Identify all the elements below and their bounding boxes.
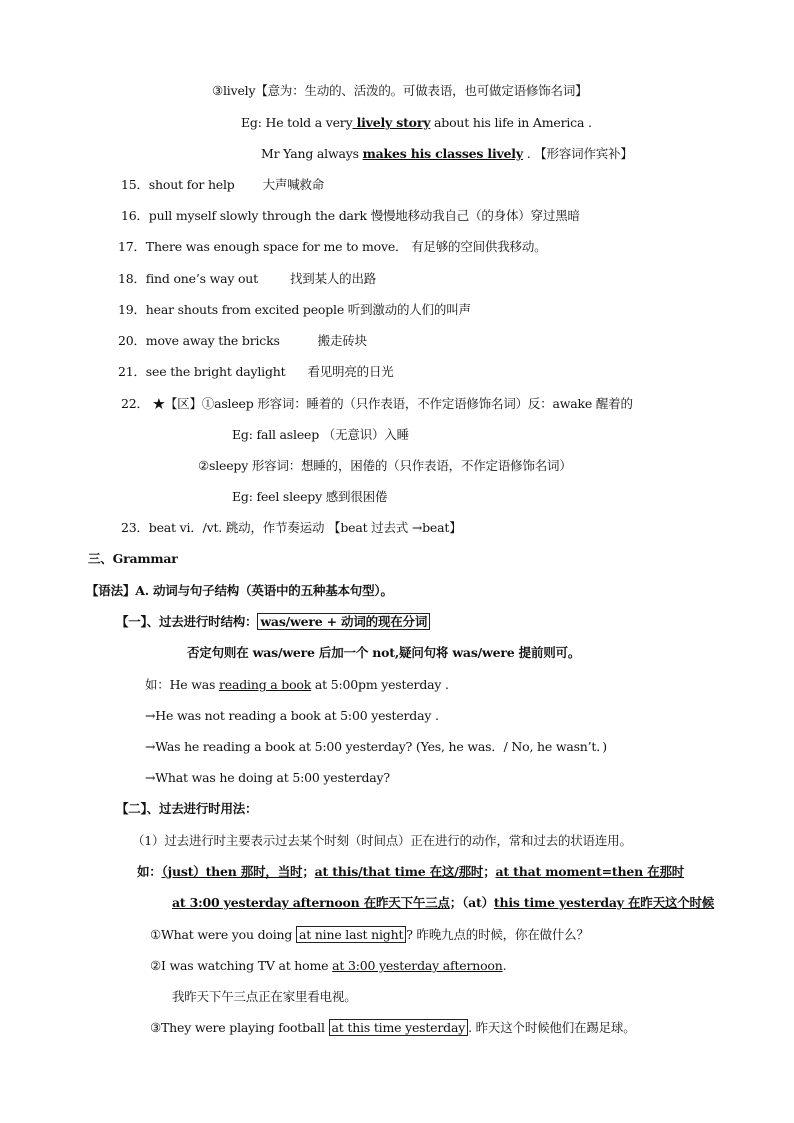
underlined-phrase: reading a book (219, 677, 312, 692)
text: 大声喊救命 (262, 177, 325, 192)
text: 【语法】A. 动词与句子结构（英语中的五种基本句型）。 (86, 583, 393, 598)
list-item-18 (118, 270, 376, 288)
text: 搬走砖块 (317, 333, 367, 348)
text: 【二】、过去进行时用法： (116, 801, 258, 816)
example-line-1 (145, 676, 449, 694)
text: ? 昨晚九点的时候，你在做什么？ (406, 927, 589, 942)
text: 20．move away the bricks (118, 333, 280, 348)
text: . 昨天这个时候他们在踢足球。 (468, 1020, 636, 1035)
text: ①What were you doing (150, 927, 296, 942)
list-item-20 (118, 332, 367, 350)
text: Eg: fall asleep （无意识）入睡 (232, 427, 409, 442)
line-asleep-example (232, 426, 409, 444)
text: ； (302, 864, 315, 879)
text: （1）过去进行时主要表示过去某个时刻（时间点）正在进行的动作，常和过去的状语连用。 (132, 833, 632, 848)
text: 如：He was (145, 677, 220, 692)
text: 三、Grammar (88, 551, 178, 566)
section-heading-grammar (88, 550, 178, 568)
text: ； (483, 864, 496, 879)
usage-heading (116, 800, 257, 818)
usage-rule-1 (132, 832, 632, 850)
underlined-phrase: makes his classes lively (362, 146, 523, 161)
line-sleepy-definition (198, 457, 572, 475)
time-adverbials-line-1 (137, 863, 684, 881)
list-item-15 (121, 176, 324, 194)
underlined-phrase: at this/that time 在这/那时 (314, 864, 484, 879)
boxed-phrase: at nine last night (296, 926, 406, 943)
text: 22． ★【区】①asleep 形容词：睡着的（只作表语，不作定语修饰名词）反：awake 醒着的 (121, 396, 633, 411)
line-negative-rule (187, 644, 580, 662)
text: ②I was watching TV at home (150, 958, 333, 973)
text: 找到某人的出路 (289, 271, 377, 286)
text: →He was not reading a book at 5:00 yesterday . (145, 708, 439, 723)
usage-example-3 (150, 1019, 636, 1037)
text: about his life in America . (430, 115, 592, 130)
line-lively-example-1 (241, 114, 592, 132)
list-item-21 (118, 363, 394, 381)
underlined-phrase: this time yesterday 在昨天这个时候 (493, 895, 715, 910)
boxed-phrase: at this time yesterday (329, 1019, 469, 1036)
example-line-4 (145, 769, 390, 787)
text: . (502, 958, 507, 973)
text: →Was he reading a book at 5:00 yesterday? (Yes, he was．/ No, he wasn’t．) (145, 739, 607, 754)
underlined-phrase: lively story (352, 115, 431, 130)
list-item-16 (121, 207, 580, 225)
text: 15．shout for help (121, 177, 235, 192)
text: 21．see the bright daylight (118, 364, 286, 379)
text: 23．beat vi．/vt. 跳动，作节奏运动 【beat 过去式 →beat】 (121, 520, 462, 535)
underlined-phrase: at 3:00 yesterday afternoon 在昨天下午三点 (172, 895, 450, 910)
line-sleepy-example (232, 488, 387, 506)
text: ③They were playing football (150, 1020, 329, 1035)
list-item-17 (118, 238, 546, 256)
underlined-phrase: （just）then 那时，当时 (161, 864, 303, 879)
line-lively-definition (212, 82, 587, 100)
text: ②sleepy 形容词：想睡的，困倦的（只作表语，不作定语修饰名词） (198, 458, 572, 473)
grammar-title (86, 582, 393, 600)
text: →What was he doing at 5:00 yesterday? (145, 770, 390, 785)
text: 如： (137, 864, 162, 879)
list-item-19 (118, 301, 471, 319)
text: at 5:00pm yesterday . (311, 677, 449, 692)
text: ③lively【意为：生动的、活泼的。可做表语，也可做定语修饰名词】 (212, 83, 588, 98)
text: 16．pull myself slowly through the dark 慢慢地移动我自己（的身体）穿过黑暗 (121, 208, 580, 223)
line-structure (116, 613, 430, 631)
example-line-2 (145, 707, 439, 725)
text: 18．find one’s way out (118, 271, 258, 286)
text: 否定句则在 was/were 后加一个 not,疑问句将 was/were 提前则可。 (187, 645, 581, 660)
text: Mr Yang always (261, 146, 363, 161)
line-lively-example-2 (261, 145, 633, 163)
text: Eg: feel sleepy 感到很困倦 (232, 489, 388, 504)
time-adverbials-line-2 (172, 894, 714, 912)
list-item-22 (121, 395, 633, 413)
usage-example-2-translation (172, 988, 357, 1006)
text: 19．hear shouts from excited people 听到激动的人们的叫声 (118, 302, 471, 317)
text: . 【形容词作宾补】 (522, 146, 633, 161)
underlined-phrase: at 3:00 yesterday afternoon (332, 958, 503, 973)
text: 【一】、过去进行时结构： (116, 614, 258, 629)
text: 看见明亮的日光 (307, 364, 394, 379)
text: Eg: He told a very (241, 115, 353, 130)
text: 17．There was enough space for me to move． 有足够的空间供我移动。 (118, 239, 547, 254)
list-item-23 (121, 519, 462, 537)
boxed-formula: was/were + 动词的现在分词 (257, 613, 430, 630)
example-line-3 (145, 738, 607, 756)
usage-example-1 (150, 926, 589, 944)
usage-example-2 (150, 957, 506, 975)
text: ；（at） (449, 895, 494, 910)
text: 我昨天下午三点正在家里看电视。 (172, 989, 357, 1004)
underlined-phrase: at that moment=then 在那时 (495, 864, 685, 879)
